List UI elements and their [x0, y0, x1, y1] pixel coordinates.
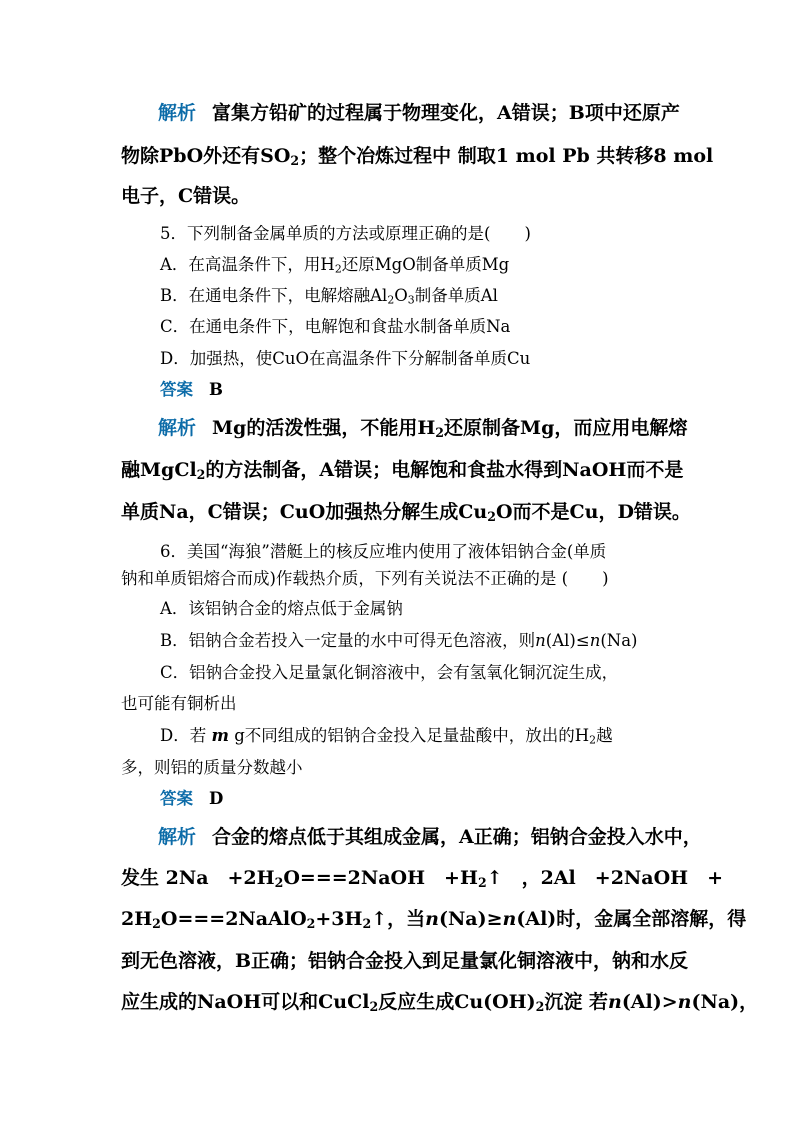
answer-label: 答案	[160, 789, 193, 808]
q5-option-b: B．在通电条件下，电解熔融$Al_2O_3$制备单质Al	[160, 286, 498, 307]
q5-analysis-line-2: 融MgCl$_2$的方法制备，A错误；电解饱和食盐水得到NaOH而不是	[121, 459, 684, 483]
analysis-label: 解析	[158, 417, 197, 439]
q5-answer: 答案 B	[160, 380, 223, 399]
q6-option-d-line-2: 多，则铝的质量分数越小	[121, 758, 303, 777]
q5-stem: 5．下列制备金属单质的方法或原理正确的是( )	[160, 224, 531, 243]
q6-analysis-line-3: $2H_2O===2NaAlO_2+3H_2↑$，当n(Na)≥n(Al)时，金属全部溶解，得	[121, 908, 747, 932]
analysis-label: 解析	[158, 826, 197, 848]
q4-analysis-line-3: 电子，C错误。	[121, 185, 251, 207]
q6-option-c-line-1: C．铝钠合金投入足量氯化铜溶液中，会有氢氧化铜沉淀生成，	[160, 663, 619, 682]
q6-answer: 答案 D	[160, 789, 224, 808]
answer-label: 答案	[160, 380, 193, 399]
q6-analysis-line-2: 发生 2Na $+2H_2O===2NaOH$ $+H_2↑$ ，2Al +2NaOH +	[121, 867, 724, 891]
q6-option-b: B．铝钠合金若投入一定量的水中可得无色溶液，则n(Al)≤n(Na)	[160, 631, 638, 650]
q4-analysis-line-2: 物除PbO外还有$SO_2$；整个冶炼过程中 制取1 mol Pb 共转移8 mol	[121, 145, 714, 169]
q5-option-a: A．在高温条件下，用$H_2$还原MgO制备单质Mg	[160, 255, 510, 276]
q5-option-c: C．在通电条件下，电解饱和食盐水制备单质Na	[160, 317, 511, 336]
q6-analysis-line-4: 到无色溶液，B正确；铝钠合金投入到足量氯化铜溶液中，钠和水反	[121, 950, 689, 972]
analysis-label: 解析	[158, 102, 197, 124]
q6-option-a: A．该铝钠合金的熔点低于金属钠	[160, 599, 403, 618]
q6-stem-line-1: 6．美国“海狼”潜艇上的核反应堆内使用了液体铝钠合金(单质	[160, 542, 607, 561]
q6-option-c-line-2: 也可能有铜析出	[121, 694, 237, 713]
q6-option-d-line-1: D．若 m g不同组成的铝钠合金投入足量盐酸中，放出的$H_2$越	[160, 726, 613, 747]
q5-option-d: D．加强热，使CuO在高温条件下分解制备单质Cu	[160, 349, 531, 368]
q5-analysis-line-1: 解析 Mg的活泼性强，不能用$H_2$还原制备Mg，而应用电解熔	[158, 417, 688, 441]
q5-analysis-line-3: 单质Na，C错误；CuO加强热分解生成$Cu_2O$而不是Cu，D错误。	[121, 501, 691, 525]
q6-stem-line-2: 钠和单质铝熔合而成)作载热介质，下列有关说法不正确的是 ( )	[121, 569, 609, 588]
q6-analysis-line-5: 应生成的NaOH可以和CuCl$_2$反应生成$Cu(OH)_2$沉淀 若n(Al)>n(Na)，	[121, 991, 759, 1015]
q4-analysis-line-1: 解析 富集方铅矿的过程属于物理变化，A错误；B项中还原产	[158, 102, 680, 124]
q6-analysis-line-1: 解析 合金的熔点低于其组成金属，A正确；铝钠合金投入水中，	[158, 826, 702, 848]
